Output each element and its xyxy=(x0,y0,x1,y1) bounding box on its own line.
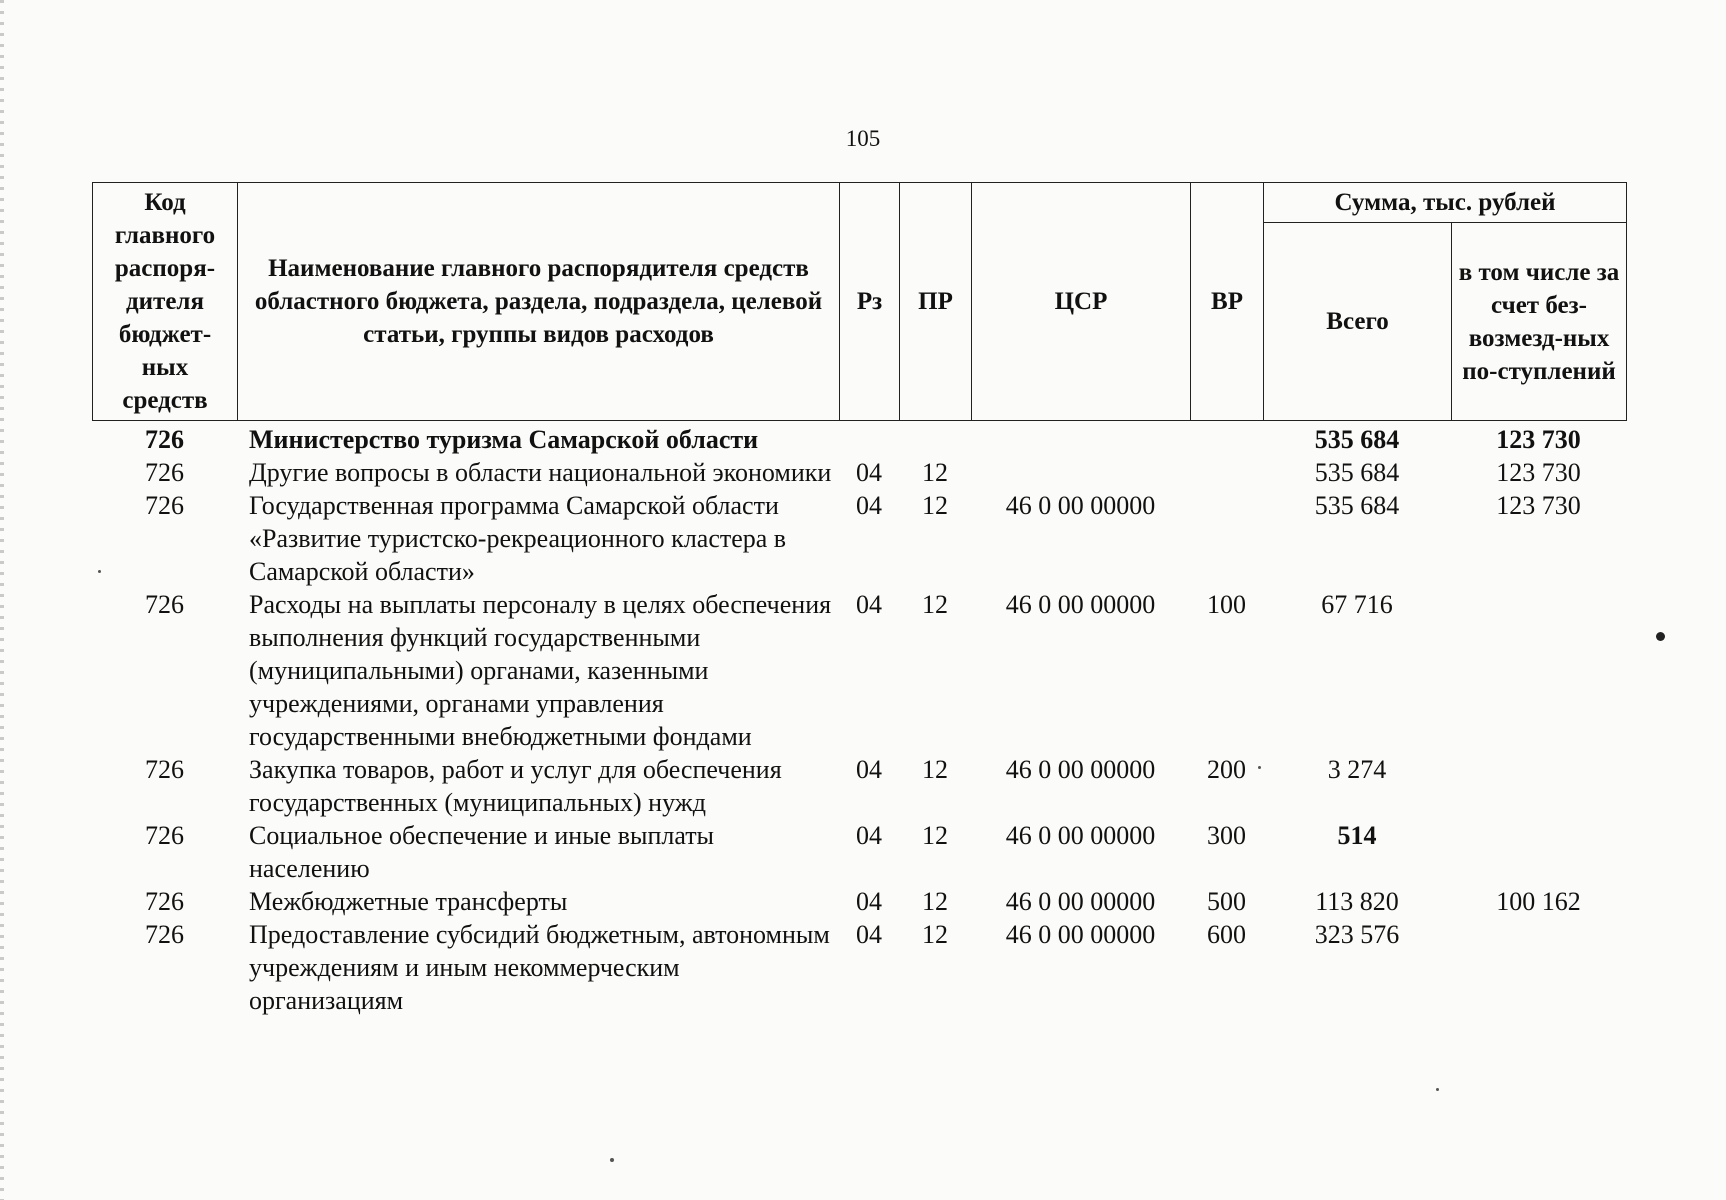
cell-name: Закупка товаров, работ и услуг для обеспечения государственных (муниципальных) нужд xyxy=(249,755,782,817)
cell-total: 113 820 xyxy=(1315,887,1399,916)
cell-name: Предоставление субсидий бюджетным, автономным учреждениям и иным некоммерческим организациям xyxy=(249,920,830,1015)
cell-pr: 12 xyxy=(922,920,948,949)
table-row xyxy=(92,819,1626,885)
scan-speck xyxy=(1656,632,1665,641)
cell-code: 726 xyxy=(145,425,184,454)
cell-pr: 12 xyxy=(922,821,948,850)
cell-csr: 46 0 00 00000 xyxy=(1005,920,1156,949)
table-row xyxy=(92,423,1626,456)
cell-code: 726 xyxy=(145,755,184,784)
cell-code: 726 xyxy=(145,920,184,949)
cell-total: 535 684 xyxy=(1314,458,1400,487)
cell-pr: 12 xyxy=(922,491,948,520)
cell-name: Государственная программа Самарской области «Развитие туристско-рекреационного кластера в Самарской области» xyxy=(249,491,787,586)
cell-total: 535 684 xyxy=(1314,425,1400,454)
cell-free: 100 162 xyxy=(1496,887,1581,916)
cell-free: 123 730 xyxy=(1496,491,1581,520)
cell-rz: 04 xyxy=(856,920,882,949)
cell-free xyxy=(1451,753,1626,819)
cell-rz: 04 xyxy=(856,491,882,520)
cell-rz xyxy=(839,423,899,456)
page-number: 105 xyxy=(845,126,881,151)
cell-pr: 12 xyxy=(922,590,948,619)
scan-edge xyxy=(0,0,4,1200)
table-row xyxy=(92,753,1626,819)
cell-csr: 46 0 00 00000 xyxy=(1005,887,1156,916)
cell-free xyxy=(1451,918,1626,1017)
cell-free: 123 730 xyxy=(1496,458,1581,487)
header-name: Наименование главного распорядителя средств областного бюджета, раздела, подраздела, целевой статьи, группы видов расходов xyxy=(238,183,840,421)
cell-pr xyxy=(899,423,971,456)
cell-code: 726 xyxy=(145,887,184,916)
cell-rz: 04 xyxy=(856,755,882,784)
header-csr: ЦСР xyxy=(972,183,1191,421)
header-free: в том числе за счет без-возмезд-ных по-ступлений xyxy=(1452,223,1627,421)
header-code: Код главного распоря-дителя бюджет-ных средств xyxy=(93,183,238,421)
header-rz: Рз xyxy=(840,183,900,421)
cell-total: 323 576 xyxy=(1314,920,1400,949)
cell-pr: 12 xyxy=(922,458,948,487)
cell-name: Социальное обеспечение и иные выплаты населению xyxy=(249,821,715,883)
cell-vr: 300 xyxy=(1207,821,1246,850)
table-body xyxy=(92,423,1626,1017)
cell-free xyxy=(1451,819,1626,885)
cell-csr xyxy=(971,456,1190,489)
cell-vr: 200 xyxy=(1207,755,1246,784)
cell-vr xyxy=(1190,489,1263,588)
header-sum: Сумма, тыс. рублей xyxy=(1264,183,1627,223)
scan-speck xyxy=(1436,1088,1439,1091)
scan-speck xyxy=(1258,766,1261,769)
cell-rz: 04 xyxy=(856,821,882,850)
cell-total: 514 xyxy=(1337,821,1377,850)
table-row xyxy=(92,489,1626,588)
cell-csr: 46 0 00 00000 xyxy=(1005,755,1156,784)
cell-name: Министерство туризма Самарской области xyxy=(249,425,759,454)
cell-vr: 100 xyxy=(1207,590,1246,619)
cell-rz: 04 xyxy=(856,590,882,619)
cell-vr xyxy=(1190,456,1263,489)
header-vr: ВР xyxy=(1191,183,1264,421)
cell-free xyxy=(1451,588,1626,753)
cell-vr xyxy=(1190,423,1263,456)
cell-name: Расходы на выплаты персоналу в целях обеспечения выполнения функций государственными (муниципальными) органами, казенными учреждениями, органами управления государственными внебюджетными фондами xyxy=(249,590,832,751)
cell-rz: 04 xyxy=(856,887,882,916)
cell-rz: 04 xyxy=(856,458,882,487)
cell-total: 3 274 xyxy=(1327,755,1387,784)
table-row xyxy=(92,456,1626,489)
cell-name: Межбюджетные трансферты xyxy=(249,887,568,916)
cell-code: 726 xyxy=(145,590,184,619)
cell-total: 67 716 xyxy=(1321,590,1393,619)
table-row xyxy=(92,918,1626,1017)
cell-vr: 600 xyxy=(1207,920,1246,949)
cell-pr: 12 xyxy=(922,755,948,784)
table-header xyxy=(92,182,1627,421)
cell-code: 726 xyxy=(145,458,184,487)
cell-csr: 46 0 00 00000 xyxy=(1005,821,1156,850)
scan-speck xyxy=(98,570,101,573)
cell-free: 123 730 xyxy=(1496,425,1581,454)
scan-speck xyxy=(610,1158,614,1162)
cell-total: 535 684 xyxy=(1314,491,1400,520)
header-pr: ПР xyxy=(900,183,972,421)
cell-code: 726 xyxy=(145,821,184,850)
table-row xyxy=(92,588,1626,753)
cell-code: 726 xyxy=(145,491,184,520)
cell-csr: 46 0 00 00000 xyxy=(1005,590,1156,619)
cell-pr: 12 xyxy=(922,887,948,916)
cell-name: Другие вопросы в области национальной экономики xyxy=(249,458,832,487)
table-row xyxy=(92,885,1626,918)
cell-csr xyxy=(971,423,1190,456)
header-total: Всего xyxy=(1264,223,1452,421)
cell-csr: 46 0 00 00000 xyxy=(1005,491,1156,520)
cell-vr: 500 xyxy=(1207,887,1246,916)
